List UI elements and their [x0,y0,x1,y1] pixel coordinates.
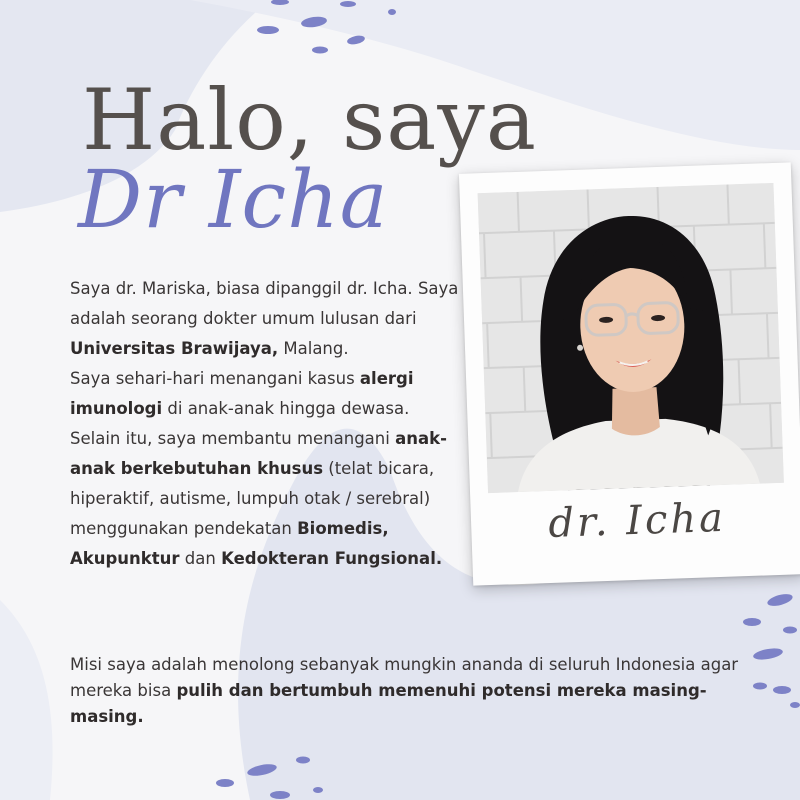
bio-paragraph-specialty [70,364,470,424]
bio-paragraph-services [70,424,470,574]
bio-specialty-text: Saya sehari-hari menangani kasus [70,369,360,388]
portrait-photo [478,183,784,493]
bio-specialty-highlight: alergi imunologi [70,369,414,418]
heading-name: Dr Icha [78,153,389,246]
heading-greeting: Halo, saya [82,71,537,169]
mission-statement: Misi saya adalah menolong sebanyak mungkin ananda di seluruh Indonesia agar mereka bisa [70,655,739,700]
bio-services-highlight: anak-anak berkebutuhan khusus [70,429,447,478]
bio-university: Universitas Brawijaya, [70,339,279,358]
bio-intro-line: Saya dr. Mariska, biasa dipanggil dr. Icha. [70,279,413,298]
bio-services-detail: (telat bicara, hiperaktif, autisme, lumpuh otak / serebral) menggunakan pendekatan [70,459,435,538]
bio-city: Malang. [278,339,349,358]
mission-text [70,652,770,730]
bio-approach-1: Biomedis, Akupunktur [70,519,389,568]
bio-education: Saya adalah seorang dokter umum lulusan dari [70,279,459,328]
bio-services-text: Selain itu, saya membantu menangani [70,429,396,448]
bio-paragraph-intro [70,274,470,364]
mission-highlight: pulih dan bertumbuh memenuhi potensi mereka masing-masing. [70,681,707,726]
bio-text [70,274,470,574]
bio-approach-2: Kedokteran Fungsional. [221,549,443,568]
portrait-illustration [478,183,784,493]
bio-approach-connector: dan [179,549,222,568]
bio-specialty-scope: di anak-anak hingga dewasa. [162,399,410,418]
polaroid-frame [459,162,800,585]
background-blob [0,600,53,800]
signature: dr. Icha [547,494,727,547]
